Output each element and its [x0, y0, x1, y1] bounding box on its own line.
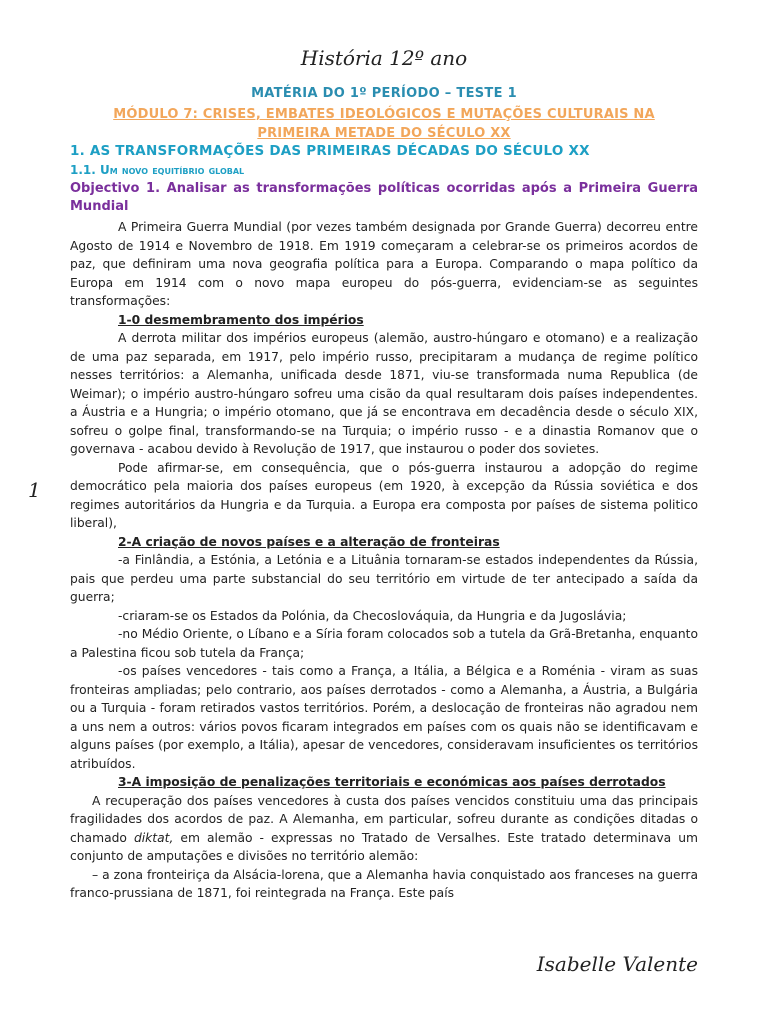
section-1-paragraph-2: Pode afirmar-se, em consequência, que o pós-guerra instaurou a adopção do regime democrático pela maioria dos países europeus (em 1920, à excepção da Rússia soviética e dos regimes autoritários da Hungria e da Turquia. a Europa era composta por países de sistema politico liberal),	[70, 460, 698, 530]
modulo-heading	[60, 105, 708, 143]
materia-heading: MATÉRIA DO 1º PERÍODO – TESTE 1	[251, 86, 517, 101]
page-number: 1	[28, 478, 41, 502]
section-2-title: 2-A criação de novos países e a alteração de fronteiras	[118, 534, 500, 549]
section-2-paragraph-1: -a Finlândia, a Estónia, a Letónia e a Lituânia tornaram-se estados independentes da Rússia, pais que perdeu uma parte substancial do seu território em virtude de ter antecipado a saída da guerra;	[70, 553, 698, 604]
intro-paragraph: A Primeira Guerra Mundial (por vezes também designada por Grande Guerra) decorreu entre Agosto de 1914 e Novembro de 1918. Em 1919 começaram a celebrar-se os primeiros acordos de paz, que definiram uma nova geografia política para a Europa. Comparando o mapa político da Europa em 1914 com o novo mapa europeu do pós-guerra, evidenciam-se as seguintes transformações:	[70, 220, 698, 308]
modulo-heading-line1: MÓDULO 7: CRISES, EMBATES IDEOLÓGICOS E MUTAÇÕES CULTURAIS NA	[113, 107, 655, 122]
section-1-heading: 1. AS TRANSFORMAÇÕES DAS PRIMEIRAS DÉCADAS DO SÉCULO XX	[70, 143, 590, 159]
section-3-paragraph-1-part-b: em alemão - expressas no Tratado de Versalhes. Este tratado determinava um conjunto de amputações e divisões no território alemão:	[70, 830, 698, 863]
section-1-1-heading: 1.1. Um novo equitíbrio global	[70, 163, 245, 177]
page-header-title: História 12º ano	[300, 46, 468, 70]
body-text	[70, 218, 698, 903]
section-3-paragraph-1	[70, 792, 698, 866]
objective-heading: Objectivo 1. Analisar as transformações políticas ocorridas após a Primeira Guerra Mundial	[70, 181, 698, 214]
section-3-paragraph-1-part-a: A recuperação dos países vencedores à custa dos países vencidos constituiu uma das principais fragilidades dos acordos de paz. A Alemanha, em particular, sofreu durante as condições ditadas o chamado	[70, 793, 698, 845]
section-2-paragraph-4: -os países vencedores - tais como a França, a Itália, a Bélgica e a Roménia - viram as suas fronteiras ampliadas; pelo contrario, aos países derrotados - como a Alemanha, a Áustria, a Bulgária ou a Turquia - foram retirados vastos territórios. Porém, a deslocação de fronteiras não agradou nem a uns nem a outros: vários povos ficaram integrados em países com os quais não se identificavam e alguns países (por exemplo, a Itália), apesar de vencedores, consideravam insuficientes os territórios atribuídos.	[70, 664, 698, 771]
section-2-paragraph-3: -no Médio Oriente, o Líbano e a Síria foram colocados sob a tutela da Grã-Bretanha, enquanto a Palestina ficou sob tutela da França;	[70, 627, 698, 660]
diktat-term: diktat,	[133, 830, 174, 845]
section-1-title: 1-0 desmembramento dos impérios	[118, 312, 364, 327]
section-3-paragraph-2: – a zona fronteiriça da Alsácia-lorena, que a Alemanha havia conquistado aos franceses na guerra franco-prussiana de 1871, foi reintegrada na França. Este país	[70, 867, 698, 900]
section-2-paragraph-2: -criaram-se os Estados da Polónia, da Checoslováquia, da Hungria e da Jugoslávia;	[118, 608, 627, 623]
section-3-title: 3-A imposição de penalizações territoriais e económicas aos países derrotados	[118, 775, 666, 789]
modulo-heading-line2: PRIMEIRA METADE DO SÉCULO XX	[257, 126, 511, 141]
author-signature: Isabelle Valente	[536, 952, 698, 976]
section-1-paragraph-1: A derrota militar dos impérios europeus (alemão, austro-húngaro e otomano) e a realização de uma paz separada, em 1917, pelo império russo, precipitaram a mudança de regime político nesses territórios: a Alemanha, unificada desde 1871, viu-se transformada numa Republica (de Weimar); o império austro-húngaro sofreu uma cisão da qual resultaram dois países independentes. a Áustria e a Hungria; o império otomano, que já se encontrava em decadência desde o século XIX, sofreu o golpe final, transformando-se na Turquia; o império russo - e a dinastia Romanov que o governava - acabou devido à Revolução de 1917, que instaurou o poder dos sovietes.	[70, 331, 698, 456]
